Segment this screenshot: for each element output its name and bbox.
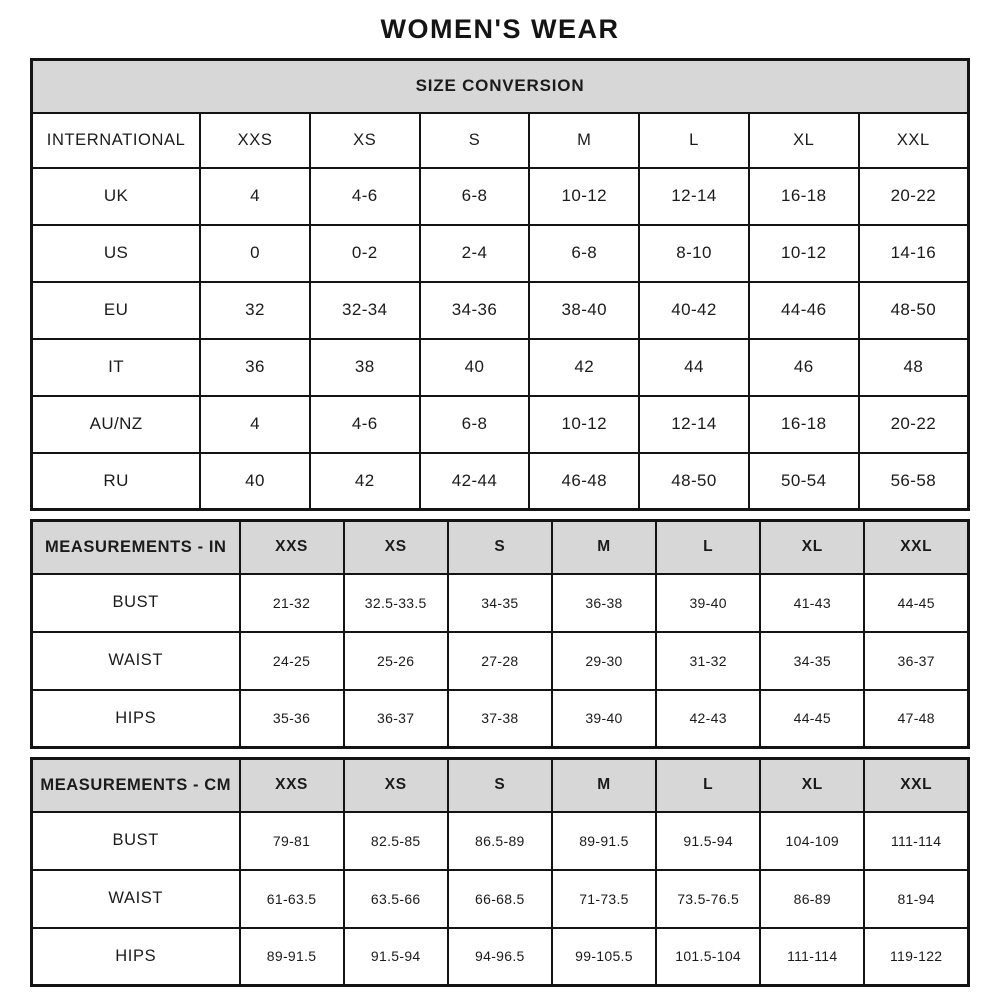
size-value: 71-73.5	[552, 870, 656, 928]
size-value: 32-34	[310, 282, 420, 339]
size-value: 42-43	[656, 690, 760, 748]
size-column-header: M	[552, 759, 656, 812]
measurements-in-table	[30, 519, 970, 749]
size-value: 34-35	[448, 574, 552, 632]
size-value: 4-6	[310, 396, 420, 453]
size-value: 24-25	[240, 632, 344, 690]
size-value: 41-43	[760, 574, 864, 632]
size-value: 89-91.5	[240, 928, 344, 986]
size-value: 46-48	[529, 453, 639, 510]
size-value: 48-50	[639, 453, 749, 510]
size-value: 56-58	[859, 453, 969, 510]
size-column-header: XXL	[864, 521, 968, 574]
size-value: 10-12	[749, 225, 859, 282]
table-row	[32, 282, 969, 339]
row-label: BUST	[32, 812, 240, 870]
size-column-header: XL	[749, 113, 859, 168]
size-value: 47-48	[864, 690, 968, 748]
size-value: 36-37	[864, 632, 968, 690]
size-column-header: S	[448, 521, 552, 574]
row-label: EU	[32, 282, 201, 339]
size-column-header: XXS	[240, 521, 344, 574]
table-banner-title: SIZE CONVERSION	[32, 60, 969, 113]
size-value: 111-114	[864, 812, 968, 870]
size-value: 94-96.5	[448, 928, 552, 986]
size-value: 91.5-94	[656, 812, 760, 870]
size-value: 6-8	[529, 225, 639, 282]
size-column-header: XXL	[859, 113, 969, 168]
size-column-header: S	[448, 759, 552, 812]
size-value: 111-114	[760, 928, 864, 986]
size-value: 99-105.5	[552, 928, 656, 986]
table-row	[32, 928, 969, 986]
size-value: 119-122	[864, 928, 968, 986]
size-value: 0-2	[310, 225, 420, 282]
size-value: 2-4	[420, 225, 530, 282]
table-row	[32, 396, 969, 453]
size-column-header: XXS	[200, 113, 310, 168]
size-value: 44-45	[864, 574, 968, 632]
size-value: 86.5-89	[448, 812, 552, 870]
size-conversion-table	[30, 58, 970, 511]
size-value: 39-40	[656, 574, 760, 632]
size-value: 48-50	[859, 282, 969, 339]
size-value: 63.5-66	[344, 870, 448, 928]
size-value: 4-6	[310, 168, 420, 225]
table-row	[32, 168, 969, 225]
size-column-header: XL	[760, 521, 864, 574]
size-value: 91.5-94	[344, 928, 448, 986]
size-column-header: XL	[760, 759, 864, 812]
size-value: 44-45	[760, 690, 864, 748]
size-value: 6-8	[420, 396, 530, 453]
size-column-header: L	[656, 759, 760, 812]
row-label: WAIST	[32, 632, 240, 690]
size-value: 34-35	[760, 632, 864, 690]
size-value: 86-89	[760, 870, 864, 928]
size-value: 34-36	[420, 282, 530, 339]
size-value: 48	[859, 339, 969, 396]
row-label: US	[32, 225, 201, 282]
table-row	[32, 812, 969, 870]
size-column-header: XXL	[864, 759, 968, 812]
size-value: 38-40	[529, 282, 639, 339]
size-value: 35-36	[240, 690, 344, 748]
row-label: IT	[32, 339, 201, 396]
table-row	[32, 225, 969, 282]
size-value: 40	[420, 339, 530, 396]
size-value: 25-26	[344, 632, 448, 690]
table-header-label: MEASUREMENTS - CM	[32, 759, 240, 812]
size-value: 32	[200, 282, 310, 339]
size-value: 0	[200, 225, 310, 282]
table-row	[32, 870, 969, 928]
size-column-header: XS	[310, 113, 420, 168]
size-value: 39-40	[552, 690, 656, 748]
size-value: 44-46	[749, 282, 859, 339]
size-value: 4	[200, 396, 310, 453]
size-value: 16-18	[749, 396, 859, 453]
table-row	[32, 453, 969, 510]
row-label: RU	[32, 453, 201, 510]
size-value: 36-38	[552, 574, 656, 632]
size-column-header: XS	[344, 521, 448, 574]
size-value: 42-44	[420, 453, 530, 510]
size-value: 40-42	[639, 282, 749, 339]
size-value: 10-12	[529, 396, 639, 453]
size-column-header: M	[552, 521, 656, 574]
size-value: 46	[749, 339, 859, 396]
size-value: 42	[529, 339, 639, 396]
size-value: 27-28	[448, 632, 552, 690]
size-column-header: XXS	[240, 759, 344, 812]
size-value: 8-10	[639, 225, 749, 282]
size-value: 89-91.5	[552, 812, 656, 870]
size-value: 20-22	[859, 396, 969, 453]
row-label: HIPS	[32, 690, 240, 748]
size-value: 36-37	[344, 690, 448, 748]
size-value: 6-8	[420, 168, 530, 225]
row-label: BUST	[32, 574, 240, 632]
size-value: 61-63.5	[240, 870, 344, 928]
size-value: 82.5-85	[344, 812, 448, 870]
size-column-header: L	[656, 521, 760, 574]
size-value: 16-18	[749, 168, 859, 225]
size-value: 38	[310, 339, 420, 396]
size-value: 12-14	[639, 168, 749, 225]
row-label: AU/NZ	[32, 396, 201, 453]
table-row	[32, 339, 969, 396]
size-value: 40	[200, 453, 310, 510]
size-value: 104-109	[760, 812, 864, 870]
size-value: 31-32	[656, 632, 760, 690]
size-value: 101.5-104	[656, 928, 760, 986]
size-value: 29-30	[552, 632, 656, 690]
size-value: 36	[200, 339, 310, 396]
size-value: 32.5-33.5	[344, 574, 448, 632]
row-label: UK	[32, 168, 201, 225]
row-label: WAIST	[32, 870, 240, 928]
table-header-label: MEASUREMENTS - IN	[32, 521, 240, 574]
size-value: 81-94	[864, 870, 968, 928]
table-header-row	[32, 113, 969, 168]
size-value: 79-81	[240, 812, 344, 870]
size-value: 14-16	[859, 225, 969, 282]
size-value: 42	[310, 453, 420, 510]
table-header-row	[32, 521, 969, 574]
size-value: 50-54	[749, 453, 859, 510]
size-value: 37-38	[448, 690, 552, 748]
size-value: 20-22	[859, 168, 969, 225]
size-value: 21-32	[240, 574, 344, 632]
size-value: 4	[200, 168, 310, 225]
table-row	[32, 632, 969, 690]
page-title: WOMEN'S WEAR	[380, 14, 620, 44]
size-value: 73.5-76.5	[656, 870, 760, 928]
size-value: 66-68.5	[448, 870, 552, 928]
size-column-header: L	[639, 113, 749, 168]
table-row	[32, 690, 969, 748]
size-value: 12-14	[639, 396, 749, 453]
row-label: HIPS	[32, 928, 240, 986]
size-value: 44	[639, 339, 749, 396]
table-banner-row	[32, 60, 969, 113]
size-value: 10-12	[529, 168, 639, 225]
table-header-row	[32, 759, 969, 812]
size-column-header: XS	[344, 759, 448, 812]
size-column-header: M	[529, 113, 639, 168]
measurements-cm-table	[30, 757, 970, 987]
table-header-label: INTERNATIONAL	[32, 113, 201, 168]
size-column-header: S	[420, 113, 530, 168]
table-row	[32, 574, 969, 632]
